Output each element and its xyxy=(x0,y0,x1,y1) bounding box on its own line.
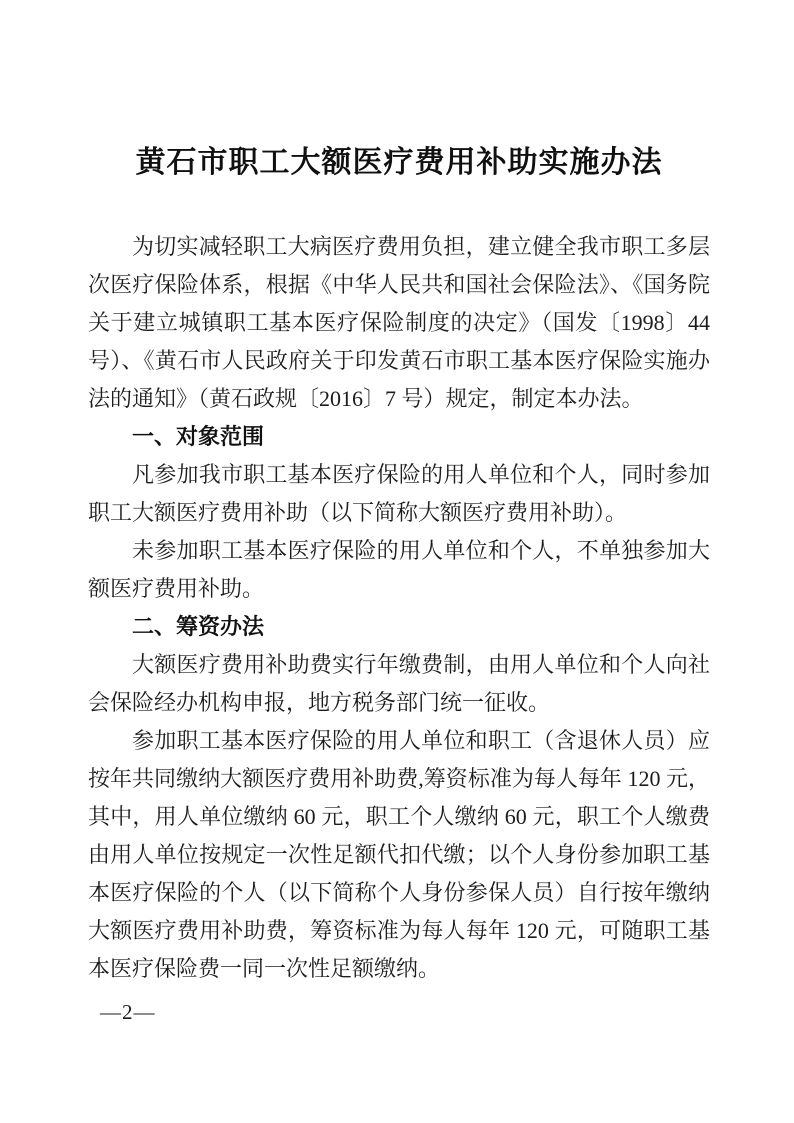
document-body xyxy=(88,228,710,988)
section-heading-scope: 一、对象范围 xyxy=(132,424,265,449)
document-title: 黄石市职工大额医疗费用补助实施办法 xyxy=(135,146,663,179)
paragraph-funding-standard: 参加职工基本医疗保险的用人单位和职工（含退休人员）应按年共同缴纳大额医疗费用补助费,筹资标准为每人每年 120 元，其中，用人单位缴纳 60 元，职工个人缴纳 60 元，职工个人缴费由用人单位按规定一次性足额代扣代缴；以个人身份参加职工基本医疗保险的个人（以下简称个人身份参保人员）自行按年缴纳大额医疗费用补助费，筹资标准为每人每年 120 元，可随职工基本医疗保险费一同一次性足额缴纳。 xyxy=(88,728,710,981)
paragraph-scope-included: 凡参加我市职工基本医疗保险的用人单位和个人，同时参加职工大额医疗费用补助（以下简称大额医疗费用补助）。 xyxy=(88,462,710,525)
section-heading-funding: 二、筹资办法 xyxy=(132,614,265,639)
paragraph-legal-basis: 为切实减轻职工大病医疗费用负担，建立健全我市职工多层次医疗保险体系，根据《中华人民共和国社会保险法》、《国务院关于建立城镇职工基本医疗保险制度的决定》（国发〔1998〕44 号）、《黄石市人民政府关于印发黄石市职工基本医疗保险实施办法的通知》（黄石政规〔2016〕7 号）规定，制定本办法。 xyxy=(88,234,710,411)
paragraph-funding-method: 大额医疗费用补助费实行年缴费制，由用人单位和个人向社会保险经办机构申报，地方税务部门统一征收。 xyxy=(88,652,710,715)
paragraph-scope-excluded: 未参加职工基本医疗保险的用人单位和个人，不单独参加大额医疗费用补助。 xyxy=(88,538,710,601)
page-number: —2— xyxy=(100,1000,156,1024)
